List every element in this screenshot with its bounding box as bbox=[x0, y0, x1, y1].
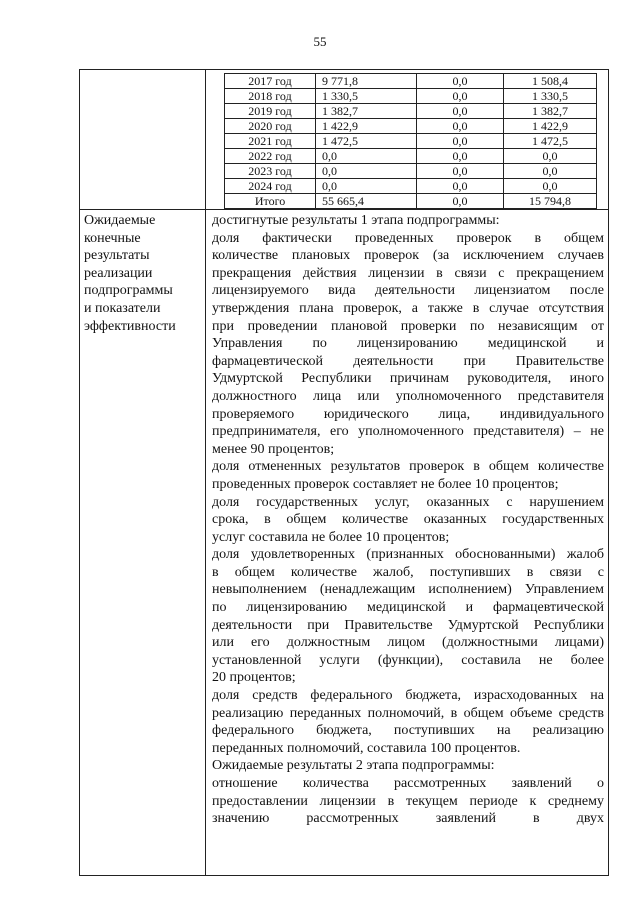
finance-row bbox=[225, 119, 597, 134]
label-line: эффективности bbox=[84, 318, 176, 334]
federal-cell: 0,0 bbox=[417, 104, 504, 119]
text-line: утверждения плана проверок, а также в случае отсутствия bbox=[212, 300, 604, 316]
total-cell: 1 382,7 bbox=[316, 104, 417, 119]
text-line: срока, в общем количестве оказанных государственных bbox=[212, 512, 604, 528]
text-line: менее 90 процентов; bbox=[212, 441, 335, 457]
federal-cell: 0,0 bbox=[417, 119, 504, 134]
text-line: переданных полномочий, составила 100 процентов. bbox=[212, 740, 521, 756]
regional-cell: 1 472,5 bbox=[504, 134, 597, 149]
text-line: доля средств федерального бюджета, израсходованных на bbox=[212, 688, 604, 704]
total-cell: 1 330,5 bbox=[316, 89, 417, 104]
regional-cell: 0,0 bbox=[504, 179, 597, 194]
total-cell: 55 665,4 bbox=[316, 194, 417, 209]
year-cell: Итого bbox=[225, 194, 316, 209]
text-line: доля отмененных результатов проверок в общем количестве bbox=[212, 459, 604, 475]
regional-cell: 1 382,7 bbox=[504, 104, 597, 119]
text-line: предпринимателя, его уполномоченного представителя) – не bbox=[212, 424, 604, 440]
text-line: Управления по лицензированию медицинской и bbox=[212, 336, 604, 352]
federal-cell: 0,0 bbox=[417, 179, 504, 194]
row-label-expected-results bbox=[84, 212, 202, 335]
year-cell: 2022 год bbox=[225, 149, 316, 164]
regional-cell: 1 330,5 bbox=[504, 89, 597, 104]
text-line: услуг составила не более 10 процентов; bbox=[212, 529, 450, 545]
label-line: подпрограммы bbox=[84, 283, 173, 299]
text-line: количестве плановых проверок (за исключением случаев bbox=[212, 248, 604, 264]
text-line: Удмуртской Республики причинам руководителя, иного bbox=[212, 371, 604, 387]
text-line: реализацию переданных полномочий, в общем объеме средств bbox=[212, 705, 604, 721]
expected-results-text bbox=[212, 212, 604, 828]
label-line: Ожидаемые bbox=[84, 213, 156, 228]
finance-row bbox=[225, 104, 597, 119]
row-divider bbox=[79, 209, 609, 210]
federal-cell: 0,0 bbox=[417, 164, 504, 179]
finance-row bbox=[225, 164, 597, 179]
text-line: 20 процентов; bbox=[212, 670, 296, 686]
year-cell: 2021 год bbox=[225, 134, 316, 149]
text-line: Ожидаемые результаты 2 этапа подпрограммы: bbox=[212, 758, 495, 774]
year-cell: 2017 год bbox=[225, 74, 316, 89]
text-line: проведенных проверок составляет не более 10 процентов; bbox=[212, 476, 559, 492]
finance-row bbox=[225, 194, 597, 209]
year-cell: 2023 год bbox=[225, 164, 316, 179]
finance-row bbox=[225, 179, 597, 194]
federal-cell: 0,0 bbox=[417, 134, 504, 149]
text-line: при проведении плановой проверки по независящим от bbox=[212, 318, 604, 334]
page-number: 55 bbox=[313, 34, 327, 49]
year-cell: 2024 год bbox=[225, 179, 316, 194]
text-line: предоставлении лицензии в текущем периоде к среднему bbox=[212, 793, 604, 809]
label-line: конечные bbox=[84, 230, 141, 246]
finance-row bbox=[225, 74, 597, 89]
label-line: реализации bbox=[84, 265, 153, 281]
federal-cell: 0,0 bbox=[417, 74, 504, 89]
year-cell: 2019 год bbox=[225, 104, 316, 119]
total-cell: 1 422,9 bbox=[316, 119, 417, 134]
year-cell: 2018 год bbox=[225, 89, 316, 104]
text-line: значению рассмотренных заявлений в двух bbox=[212, 811, 604, 827]
regional-cell: 0,0 bbox=[504, 164, 597, 179]
text-line: отношение количества рассмотренных заявлений о bbox=[212, 776, 604, 791]
finance-row bbox=[225, 149, 597, 164]
finance-row bbox=[225, 89, 597, 104]
label-line: результаты bbox=[84, 248, 150, 264]
federal-cell: 0,0 bbox=[417, 149, 504, 164]
regional-cell: 1 508,4 bbox=[504, 74, 597, 89]
text-line: установленной услуги (функции), составила не более bbox=[212, 652, 604, 668]
total-cell: 9 771,8 bbox=[316, 74, 417, 89]
text-line: должностного лица или уполномоченного представителя bbox=[212, 388, 604, 404]
text-line: достигнутые результаты 1 этапа подпрограммы: bbox=[212, 213, 500, 228]
text-line: доля удовлетворенных (признанных обоснованными) жалоб bbox=[212, 547, 604, 563]
text-line: невыполнением (ненадлежащим исполнением) Управлением bbox=[212, 582, 604, 598]
finance-row bbox=[225, 134, 597, 149]
text-line: проверяемого юридического лица, индивидуального bbox=[212, 406, 604, 422]
text-line: в общем количестве жалоб, поступивших в связи с bbox=[212, 564, 604, 580]
year-cell: 2020 год bbox=[225, 119, 316, 134]
text-line: по лицензированию медицинской и фармацевтической bbox=[212, 600, 604, 616]
text-line: доля фактически проведенных проверок в общем bbox=[212, 230, 604, 246]
label-line: и показатели bbox=[84, 300, 161, 316]
text-line: прекращения действия лицензии в связи с прекращением bbox=[212, 265, 604, 281]
text-line: фармацевтической деятельности при Правительстве bbox=[212, 353, 604, 369]
federal-cell: 0,0 bbox=[417, 194, 504, 209]
regional-cell: 0,0 bbox=[504, 149, 597, 164]
federal-cell: 0,0 bbox=[417, 89, 504, 104]
text-line: доля государственных услуг, оказанных с нарушением bbox=[212, 494, 604, 510]
column-divider bbox=[205, 69, 206, 876]
total-cell: 1 472,5 bbox=[316, 134, 417, 149]
text-line: или его должностным лицом (должностными лицами) bbox=[212, 635, 604, 651]
total-cell: 0,0 bbox=[316, 164, 417, 179]
finance-by-year-table bbox=[224, 73, 597, 209]
total-cell: 0,0 bbox=[316, 149, 417, 164]
text-line: деятельности при Правительстве Удмуртской Республики bbox=[212, 617, 604, 633]
total-cell: 0,0 bbox=[316, 179, 417, 194]
text-line: федерального бюджета, поступивших на реализацию bbox=[212, 723, 604, 739]
text-line: лицензируемого вида деятельности лицензиатом после bbox=[212, 283, 604, 299]
regional-cell: 15 794,8 bbox=[504, 194, 597, 209]
regional-cell: 1 422,9 bbox=[504, 119, 597, 134]
